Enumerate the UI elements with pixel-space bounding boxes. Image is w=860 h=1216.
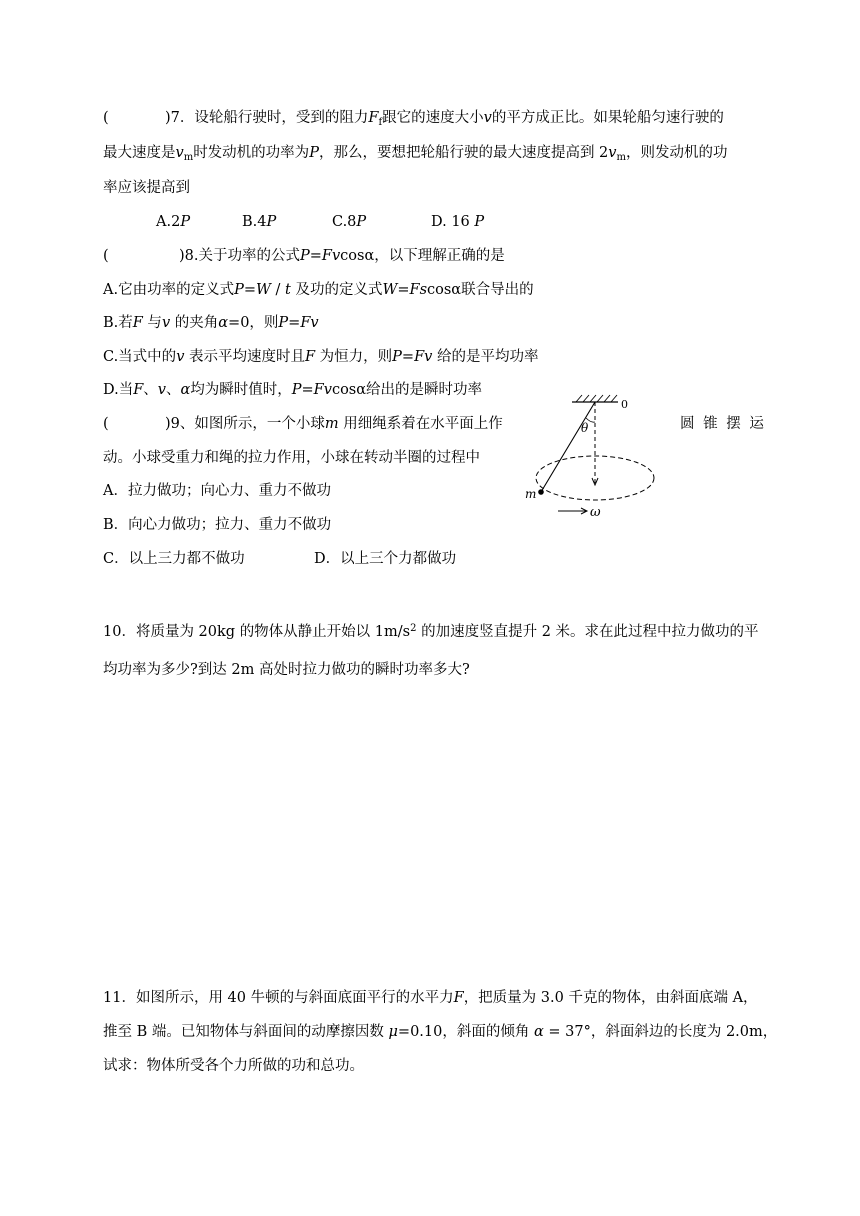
q7-option-a[interactable]: A.2P xyxy=(156,214,191,230)
ceiling-hatch xyxy=(576,395,617,402)
q8-option-b[interactable]: B.若F 与v 的夹角α=0，则P=Fv xyxy=(103,315,319,331)
label-theta: θ xyxy=(581,421,589,435)
q7-force-subscript: f xyxy=(378,117,383,128)
q7-options xyxy=(156,212,484,232)
q7-velocity-symbol: v xyxy=(483,110,492,126)
q9-stem-left: ( )9、如图所示，一个小球m 用细绳系着在水平面上作 xyxy=(103,416,503,432)
pendulum-string xyxy=(541,402,595,492)
q7-v2-subscript: m xyxy=(616,152,626,163)
q10-line-1: 10．将质量为 20kg 的物体从静止开始以 $1m/s^2$ 的加速度竖直提升 2 米。求在此过程中拉力做功的平 xyxy=(103,623,759,640)
q7-line-3: 率应该提高到 xyxy=(103,180,190,196)
q9-option-d[interactable]: D．以上三个力都做功 xyxy=(314,551,457,567)
q7-force-symbol: F xyxy=(368,110,379,126)
label-o: 0 xyxy=(621,398,628,411)
label-m: m xyxy=(525,487,537,501)
q11-line-1: 11．如图所示，用 40 牛顿的与斜面底面平行的水平力F，把质量为 3.0 千克的物体，由斜面底端 A， xyxy=(103,990,758,1006)
q9-answer-paren-open: ( xyxy=(103,416,109,432)
q7-vm-symbol: v xyxy=(175,145,184,161)
label-omega: ω xyxy=(590,505,601,520)
q7-text: 最大速度是 xyxy=(103,145,176,161)
q7-option-b[interactable]: B.4P xyxy=(242,214,277,230)
q7-text: 的平方成正比。如果轮船匀速行驶的 xyxy=(491,110,724,126)
q9-number: )9、 xyxy=(165,416,195,432)
q9-line-2: 动。小球受重力和绳的拉力作用，小球在转动半圈的过程中 xyxy=(103,450,480,466)
q7-answer-paren-open: ( xyxy=(103,110,109,126)
q9-option-b[interactable]: B．向心力做功；拉力、重力不做功 xyxy=(103,517,332,533)
q7-text: 时发动机的功率为 xyxy=(193,145,310,161)
q10-line-2: 均功率为多少?到达 2m 高处时拉力做功的瞬时功率多大? xyxy=(103,662,470,678)
q8-stem: ( )8.关于功率的公式P=Fvcosα，以下理解正确的是 xyxy=(103,248,505,264)
q8-option-c[interactable]: C.当式中的v 表示平均速度时且F 为恒力，则P=Fv 给的是平均功率 xyxy=(103,349,539,365)
q9-stem-right: 圆 锥 摆 运 xyxy=(680,416,766,432)
q7-option-c[interactable]: C.8P xyxy=(332,214,367,230)
q7-power-symbol: P xyxy=(309,145,319,161)
q9-option-c[interactable]: C．以上三力都不做功 xyxy=(103,551,245,567)
q7-line-1 xyxy=(103,108,724,133)
q7-text: 跟它的速度大小 xyxy=(382,110,484,126)
q7-number: )7． xyxy=(165,110,195,126)
q7-text: 设轮船行驶时，受到的阻力 xyxy=(194,110,369,126)
q7-option-d[interactable]: D. 16 P xyxy=(431,214,485,230)
q7-vm-subscript: m xyxy=(183,152,194,163)
q8-answer-paren-open: ( xyxy=(103,248,109,264)
ball xyxy=(538,489,544,495)
q7-text: ，则发动机的功 xyxy=(625,145,728,161)
q7-text: ，那么，要想把轮船行驶的最大速度提高到 2 xyxy=(318,145,609,161)
q8-option-a[interactable]: A.它由功率的定义式P=W / t 及功的定义式W=Fscosα联合导出的 xyxy=(103,282,534,298)
q8-option-d[interactable]: D.当F、v、α均为瞬时值时，P=Fvcosα给出的是瞬时功率 xyxy=(103,382,483,398)
orbit-ellipse xyxy=(536,456,654,500)
q11-line-2: 推至 B 端。已知物体与斜面间的动摩擦因数 μ=0.10，斜面的倾角 α = 37°，斜面斜边的长度为 2.0m， xyxy=(103,1024,778,1040)
conical-pendulum-figure xyxy=(520,392,670,522)
q7-line-2 xyxy=(103,143,727,168)
q7-v2-symbol: v xyxy=(608,145,617,161)
q8-number: )8. xyxy=(179,248,199,264)
q9-option-a[interactable]: A．拉力做功；向心力、重力不做功 xyxy=(103,483,331,499)
q11-line-3: 试求：物体所受各个力所做的功和总功。 xyxy=(103,1058,364,1074)
